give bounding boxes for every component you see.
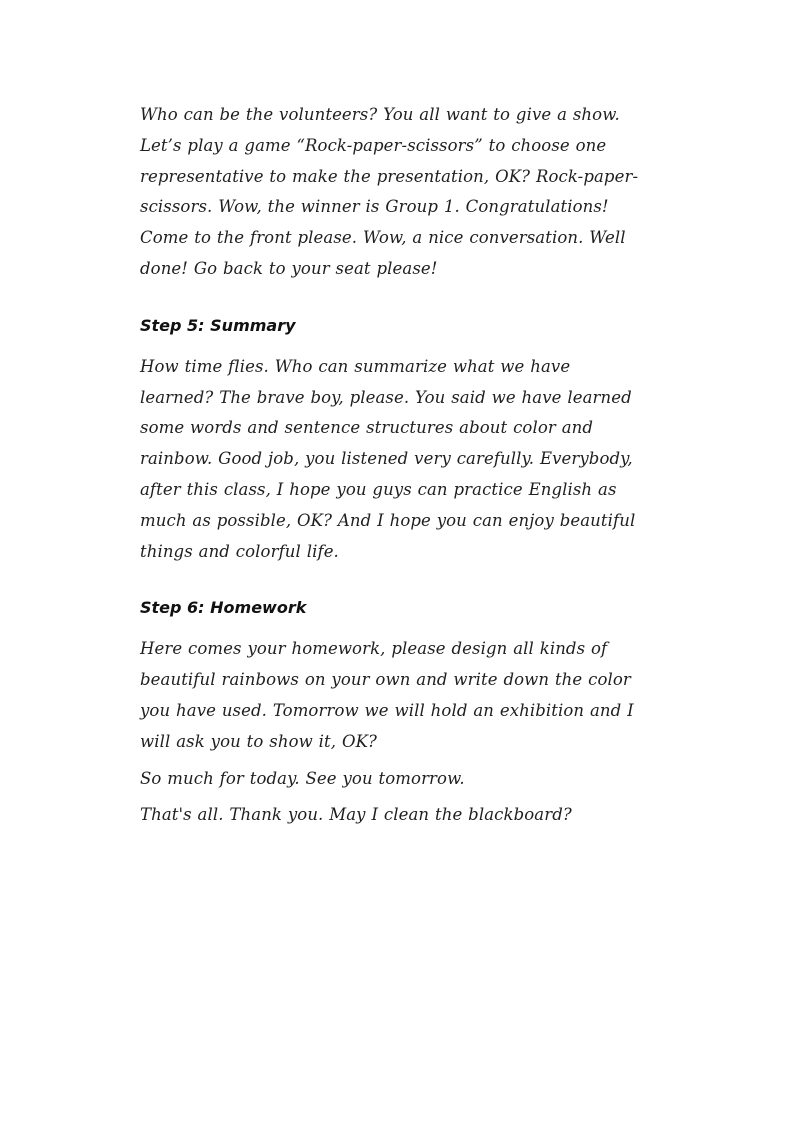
homework-paragraph: Here comes your homework, please design all kinds of beautiful rainbows on your own and write down the color you have used. Tomorrow we will hold an exhibition and I will ask you to show it, OK? [140,639,634,751]
closing-line-blackboard: That's all. Thank you. May I clean the blackboard? [140,805,572,825]
summary-paragraph: How time flies. Who can summarize what we have learned? The brave boy, please. You said we have learned some words and sentence structures about color and rainbow. Good job, you listened very carefully. Everybody, after this class, I hope you guys can practice English as much as possible, OK? And I hope you can enjoy beautiful things and colorful life. [140,356,636,561]
step5-summary-heading: Step 5: Summary [140,315,296,335]
document-body [140,100,645,831]
closing-line-tomorrow: So much for today. See you tomorrow. [140,768,465,788]
volunteers-paragraph: Who can be the volunteers? You all want to give a show. Let’s play a game “Rock-paper-scissors” to choose one representative to make the presentation, OK? Rock-paper-scissors. Wow, the winner is Group 1. Congratulations! Come to the front please. Wow, a nice conversation. Well done! Go back to your seat please! [140,105,639,278]
step6-homework-heading: Step 6: Homework [140,598,307,618]
